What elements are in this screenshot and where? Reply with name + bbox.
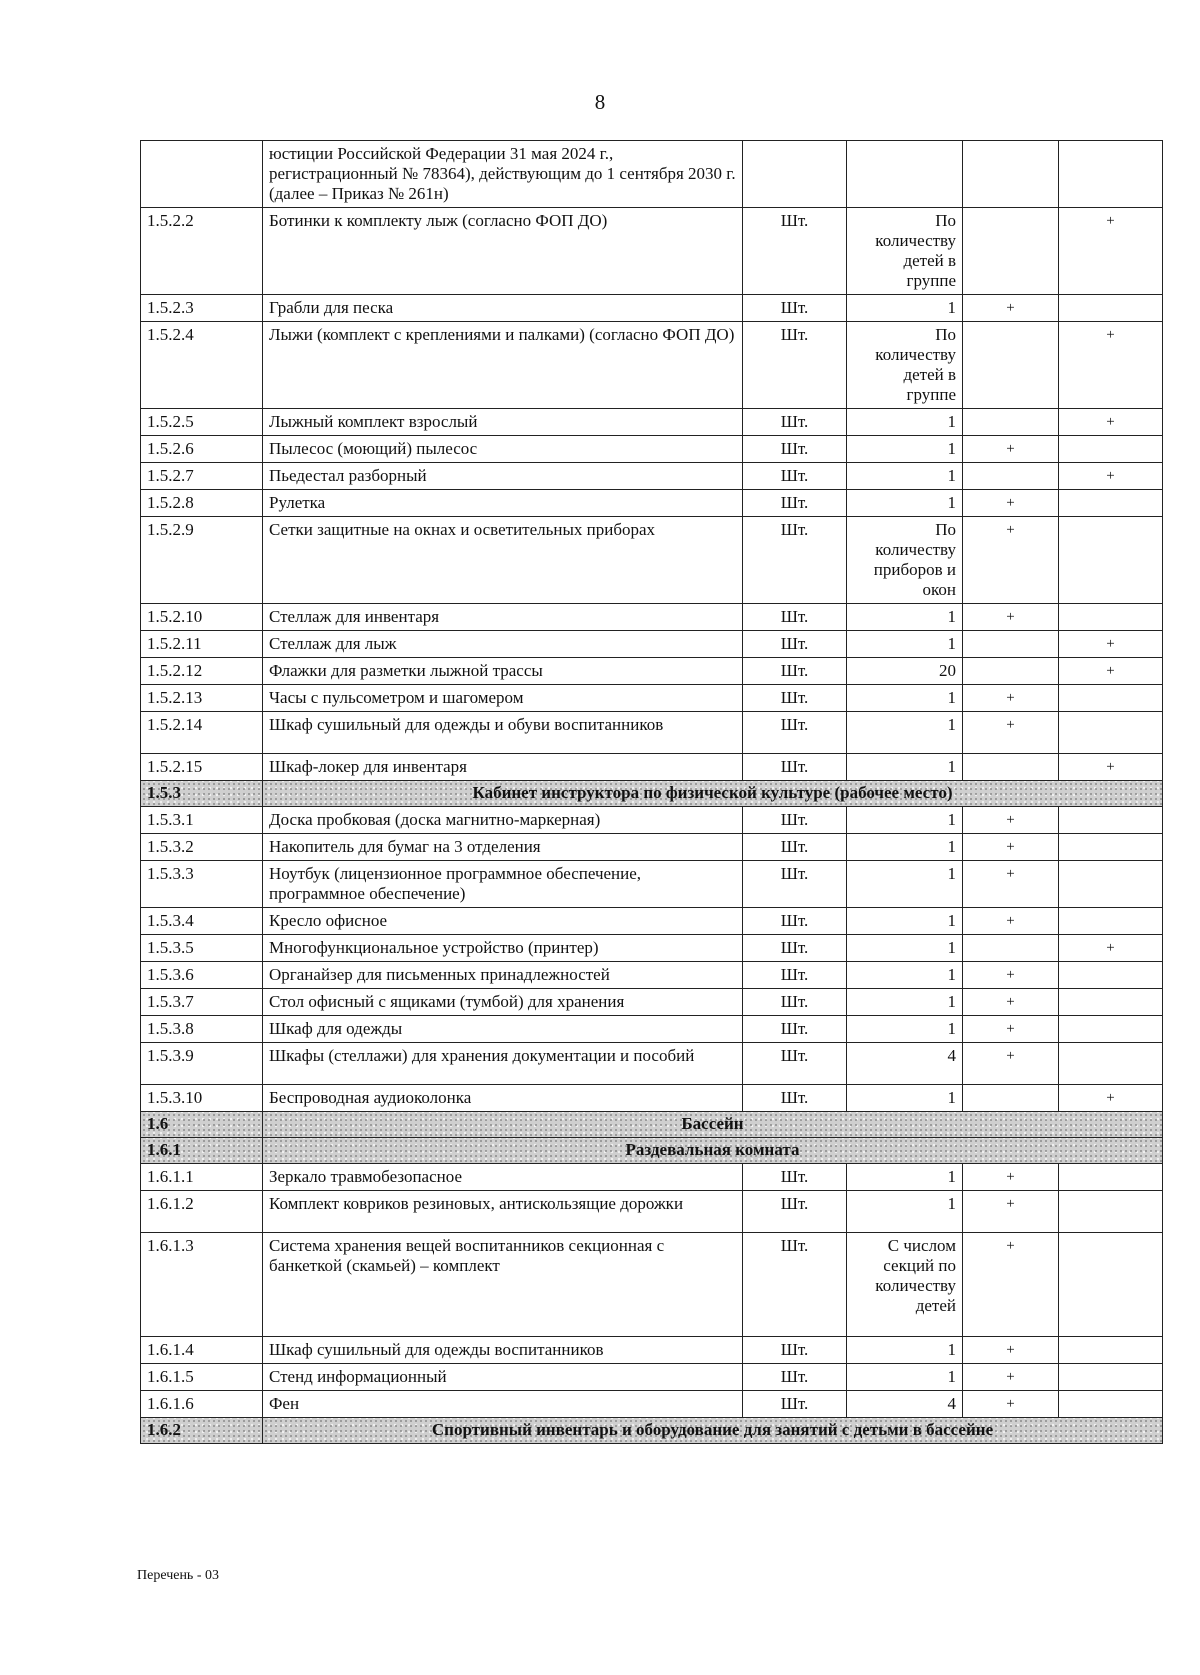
item-quantity: 1 [847,295,963,322]
item-unit: Шт. [743,712,847,754]
mark-column-b: + [1059,658,1163,685]
item-name: Пьедестал разборный [263,463,743,490]
item-unit: Шт. [743,1016,847,1043]
item-unit: Шт. [743,517,847,604]
table-row [141,436,1163,463]
mark-column-a: + [963,1337,1059,1364]
mark-column-b [1059,517,1163,604]
item-code: 1.5.2.10 [141,604,263,631]
item-code: 1.5.2.7 [141,463,263,490]
mark-column-b [1059,685,1163,712]
item-code: 1.5.2.11 [141,631,263,658]
item-code: 1.5.3.8 [141,1016,263,1043]
item-name: Беспроводная аудиоколонка [263,1085,743,1112]
table-row [141,861,1163,908]
item-unit: Шт. [743,1337,847,1364]
mark-column-b [1059,1337,1163,1364]
item-unit: Шт. [743,1164,847,1191]
item-name: Кресло офисное [263,908,743,935]
mark-column-b [1059,807,1163,834]
mark-column-b: + [1059,322,1163,409]
item-name: Фен [263,1391,743,1418]
mark-column-b [1059,861,1163,908]
item-quantity: 1 [847,935,963,962]
table-row [141,712,1163,754]
item-quantity: 1 [847,807,963,834]
item-quantity: 1 [847,490,963,517]
item-name: Комплект ковриков резиновых, антискользящие дорожки [263,1191,743,1233]
item-unit: Шт. [743,754,847,781]
section-code: 1.5.3 [141,781,263,807]
item-quantity: 1 [847,989,963,1016]
item-name: Шкаф сушильный для одежды и обуви воспитанников [263,712,743,754]
mark-column-b: + [1059,631,1163,658]
mark-column-b [1059,436,1163,463]
mark-column-b [1059,1364,1163,1391]
item-code: 1.5.2.9 [141,517,263,604]
table-row [141,1016,1163,1043]
section-row [141,1138,1163,1164]
item-name: Органайзер для письменных принадлежностей [263,962,743,989]
item-code: 1.5.3.1 [141,807,263,834]
table-row [141,1391,1163,1418]
table-row [141,1337,1163,1364]
item-unit: Шт. [743,295,847,322]
item-quantity: 1 [847,1191,963,1233]
item-code: 1.6.1.5 [141,1364,263,1391]
item-code [141,141,263,208]
item-quantity: 4 [847,1391,963,1418]
item-quantity: 1 [847,1085,963,1112]
item-name: Шкафы (стеллажи) для хранения документации и пособий [263,1043,743,1085]
table-row [141,1233,1163,1337]
table-row [141,754,1163,781]
section-code: 1.6.1 [141,1138,263,1164]
item-unit: Шт. [743,1364,847,1391]
table-row [141,908,1163,935]
section-title: Бассейн [263,1112,1163,1138]
mark-column-a [963,658,1059,685]
mark-column-a [963,1085,1059,1112]
item-unit: Шт. [743,322,847,409]
item-code: 1.5.3.4 [141,908,263,935]
mark-column-a: + [963,295,1059,322]
mark-column-b: + [1059,754,1163,781]
item-unit: Шт. [743,834,847,861]
mark-column-b [1059,908,1163,935]
item-name: Часы с пульсометром и шагомером [263,685,743,712]
item-unit: Шт. [743,604,847,631]
table-row [141,807,1163,834]
section-row [141,1112,1163,1138]
item-name: Система хранения вещей воспитанников секционная с банкеткой (скамьей) – комплект [263,1233,743,1337]
item-code: 1.6.1.3 [141,1233,263,1337]
item-unit: Шт. [743,861,847,908]
item-code: 1.5.2.4 [141,322,263,409]
item-unit: Шт. [743,463,847,490]
item-quantity: 1 [847,1016,963,1043]
item-quantity: По количеству детей в группе [847,322,963,409]
item-unit [743,141,847,208]
mark-column-b [1059,1164,1163,1191]
section-title: Кабинет инструктора по физической культуре (рабочее место) [263,781,1163,807]
item-quantity: По количеству детей в группе [847,208,963,295]
item-name: Доска пробковая (доска магнитно-маркерная) [263,807,743,834]
mark-column-b: + [1059,463,1163,490]
mark-column-b [1059,1191,1163,1233]
item-quantity: 1 [847,409,963,436]
item-unit: Шт. [743,935,847,962]
mark-column-b [1059,490,1163,517]
item-unit: Шт. [743,807,847,834]
table-row [141,141,1163,208]
section-row [141,1418,1163,1444]
item-unit: Шт. [743,1085,847,1112]
item-code: 1.5.2.12 [141,658,263,685]
item-code: 1.6.1.4 [141,1337,263,1364]
table-row [141,1191,1163,1233]
mark-column-a: + [963,436,1059,463]
mark-column-b [1059,834,1163,861]
item-name: Стенд информационный [263,1364,743,1391]
mark-column-a [963,463,1059,490]
item-code: 1.5.2.6 [141,436,263,463]
mark-column-b [1059,712,1163,754]
mark-column-a [963,754,1059,781]
item-name: Стол офисный с ящиками (тумбой) для хранения [263,989,743,1016]
item-code: 1.5.2.15 [141,754,263,781]
item-code: 1.5.2.13 [141,685,263,712]
mark-column-a: + [963,834,1059,861]
mark-column-b [1059,962,1163,989]
page-number: 8 [594,90,606,114]
table-row [141,490,1163,517]
mark-column-a: + [963,1233,1059,1337]
item-unit: Шт. [743,1191,847,1233]
item-unit: Шт. [743,436,847,463]
item-quantity: 1 [847,631,963,658]
item-quantity: 4 [847,1043,963,1085]
item-unit: Шт. [743,409,847,436]
item-code: 1.6.1.2 [141,1191,263,1233]
mark-column-b [1059,1233,1163,1337]
item-code: 1.5.2.3 [141,295,263,322]
item-quantity: 1 [847,436,963,463]
mark-column-a: + [963,1364,1059,1391]
mark-column-a: + [963,1164,1059,1191]
item-quantity: 1 [847,1337,963,1364]
table-row [141,685,1163,712]
item-quantity: 1 [847,1364,963,1391]
mark-column-a: + [963,908,1059,935]
mark-column-a: + [963,604,1059,631]
table-row [141,604,1163,631]
mark-column-b [1059,1016,1163,1043]
mark-column-a: + [963,807,1059,834]
section-row [141,781,1163,807]
table-row [141,962,1163,989]
item-unit: Шт. [743,1043,847,1085]
item-name: Пылесос (моющий) пылесос [263,436,743,463]
mark-column-a [963,935,1059,962]
item-unit: Шт. [743,962,847,989]
item-name: юстиции Российской Федерации 31 мая 2024 г., регистрационный № 78364), действующим до 1 сентября 2030 г. (далее – Приказ № 261н) [263,141,743,208]
item-quantity: 1 [847,908,963,935]
footer-label: Перечень - 03 [137,1568,219,1583]
table-row [141,834,1163,861]
item-name: Флажки для разметки лыжной трассы [263,658,743,685]
table-row [141,295,1163,322]
item-unit: Шт. [743,490,847,517]
table-row [141,208,1163,295]
item-quantity: 1 [847,604,963,631]
item-quantity: 1 [847,685,963,712]
item-name: Шкаф сушильный для одежды воспитанников [263,1337,743,1364]
item-unit: Шт. [743,631,847,658]
mark-column-a: + [963,490,1059,517]
item-name: Шкаф-локер для инвентаря [263,754,743,781]
table-row [141,409,1163,436]
item-code: 1.5.2.14 [141,712,263,754]
mark-column-b [1059,989,1163,1016]
table-row [141,1085,1163,1112]
item-name: Сетки защитные на окнах и осветительных приборах [263,517,743,604]
mark-column-a [963,409,1059,436]
mark-column-b: + [1059,409,1163,436]
item-unit: Шт. [743,1233,847,1337]
item-quantity: По количеству приборов и окон [847,517,963,604]
table-row [141,631,1163,658]
item-quantity: 1 [847,754,963,781]
item-unit: Шт. [743,989,847,1016]
equipment-table-body [141,141,1163,1444]
item-quantity: 1 [847,712,963,754]
item-unit: Шт. [743,658,847,685]
item-quantity: 1 [847,861,963,908]
equipment-table [140,140,1163,1444]
mark-column-b [1059,1391,1163,1418]
mark-column-b: + [1059,935,1163,962]
item-code: 1.5.3.9 [141,1043,263,1085]
section-code: 1.6 [141,1112,263,1138]
item-name: Шкаф для одежды [263,1016,743,1043]
item-quantity [847,141,963,208]
mark-column-a: + [963,962,1059,989]
mark-column-a: + [963,1016,1059,1043]
table-row [141,517,1163,604]
mark-column-b [1059,295,1163,322]
item-code: 1.5.2.5 [141,409,263,436]
item-code: 1.5.3.6 [141,962,263,989]
item-unit: Шт. [743,1391,847,1418]
mark-column-b [1059,1043,1163,1085]
item-name: Стеллаж для инвентаря [263,604,743,631]
item-name: Накопитель для бумаг на 3 отделения [263,834,743,861]
table-row [141,1043,1163,1085]
mark-column-a: + [963,1391,1059,1418]
item-unit: Шт. [743,208,847,295]
item-name: Лыжи (комплект с креплениями и палками) (согласно ФОП ДО) [263,322,743,409]
mark-column-a: + [963,1191,1059,1233]
item-code: 1.5.3.7 [141,989,263,1016]
mark-column-a: + [963,1043,1059,1085]
section-title: Спортивный инвентарь и оборудование для занятий с детьми в бассейне [263,1418,1163,1444]
item-code: 1.5.3.2 [141,834,263,861]
section-title: Раздевальная комната [263,1138,1163,1164]
mark-column-a: + [963,685,1059,712]
table-row [141,989,1163,1016]
item-unit: Шт. [743,685,847,712]
item-code: 1.5.2.2 [141,208,263,295]
item-name: Грабли для песка [263,295,743,322]
item-name: Рулетка [263,490,743,517]
mark-column-b: + [1059,1085,1163,1112]
section-code: 1.6.2 [141,1418,263,1444]
mark-column-a: + [963,989,1059,1016]
mark-column-b: + [1059,208,1163,295]
item-quantity: 20 [847,658,963,685]
table-row [141,1164,1163,1191]
item-name: Многофункциональное устройство (принтер) [263,935,743,962]
mark-column-a [963,208,1059,295]
item-code: 1.5.2.8 [141,490,263,517]
mark-column-a [963,141,1059,208]
item-code: 1.5.3.3 [141,861,263,908]
mark-column-a: + [963,861,1059,908]
item-unit: Шт. [743,908,847,935]
item-name: Зеркало травмобезопасное [263,1164,743,1191]
item-name: Стеллаж для лыж [263,631,743,658]
item-code: 1.6.1.6 [141,1391,263,1418]
mark-column-b [1059,604,1163,631]
item-quantity: 1 [847,962,963,989]
mark-column-a [963,322,1059,409]
table-row [141,463,1163,490]
mark-column-a: + [963,517,1059,604]
mark-column-a: + [963,712,1059,754]
table-row [141,935,1163,962]
mark-column-b [1059,141,1163,208]
item-code: 1.6.1.1 [141,1164,263,1191]
table-row [141,322,1163,409]
item-quantity: 1 [847,463,963,490]
item-quantity: 1 [847,1164,963,1191]
item-code: 1.5.3.5 [141,935,263,962]
item-name: Ботинки к комплекту лыж (согласно ФОП ДО) [263,208,743,295]
item-code: 1.5.3.10 [141,1085,263,1112]
item-quantity: 1 [847,834,963,861]
item-name: Ноутбук (лицензионное программное обеспечение, программное обеспечение) [263,861,743,908]
table-row [141,658,1163,685]
mark-column-a [963,631,1059,658]
item-name: Лыжный комплект взрослый [263,409,743,436]
item-quantity: С числом секций по количеству детей [847,1233,963,1337]
table-row [141,1364,1163,1391]
